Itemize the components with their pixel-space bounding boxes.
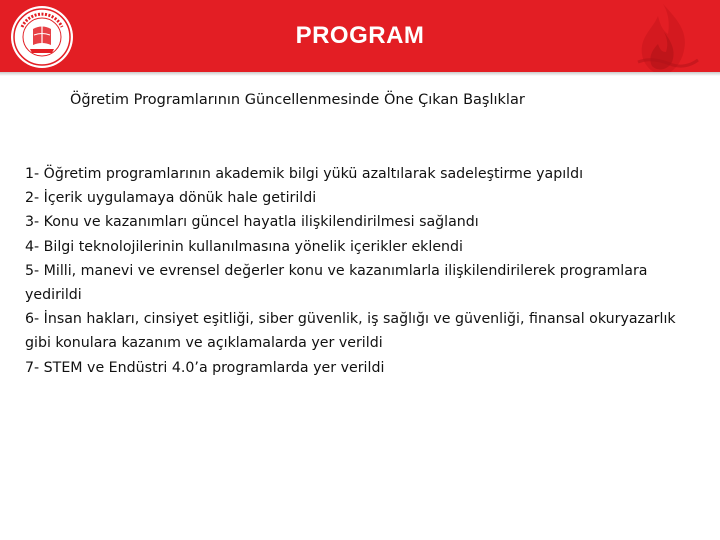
topic-list [25,162,705,380]
list-item: 5- Milli, manevi ve evrensel değerler konu ve kazanımlarla ilişkilendirilerek programlara yedirildi [25,262,648,304]
list-item: 7- STEM ve Endüstri 4.0’a programlarda yer verildi [25,359,385,376]
subtitle: Öğretim Programlarının Güncellenmesinde Öne Çıkan Başlıklar [70,92,525,108]
flame-icon [618,2,708,72]
list-item: 2- İçerik uygulamaya dönük hale getirildi [25,190,317,207]
header-shadow [0,72,720,76]
header-bar [0,0,720,72]
list-item: 4- Bilgi teknolojilerinin kullanılmasına yönelik içerikler eklendi [25,238,463,255]
list-item: 6- İnsan hakları, cinsiyet eşitliği, siber güvenlik, iş sağlığı ve güvenliği, finansal okuryazarlık gibi konulara kazanım ve açıklamalarda yer verildi [25,311,676,352]
page-title: PROGRAM [295,22,425,49]
list-item: 3- Konu ve kazanımları güncel hayatla ilişkilendirilmesi sağlandı [25,214,479,231]
list-item: 1- Öğretim programlarının akademik bilgi yükü azaltılarak sadeleştirme yapıldı [25,166,584,182]
